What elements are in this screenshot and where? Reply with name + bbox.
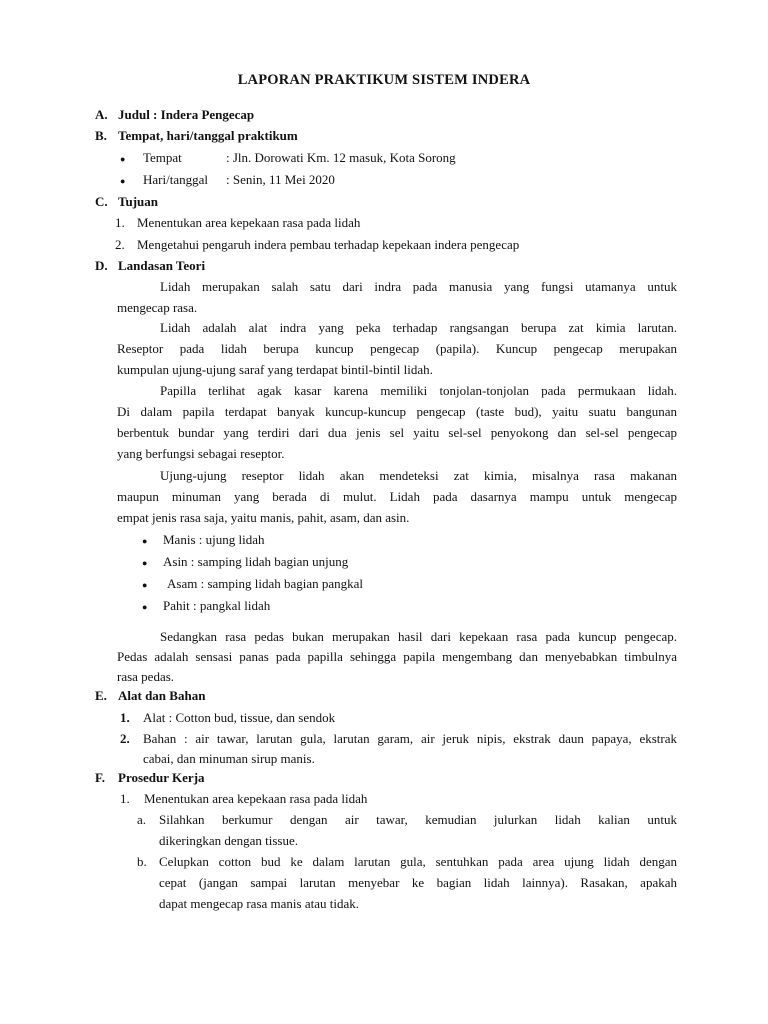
section-d-letter: D. (95, 258, 108, 273)
bullet-icon: ● (120, 176, 126, 186)
section-d-heading: Landasan Teori (118, 258, 206, 273)
goal-item: Mengetahui pengaruh indera pembau terhadap kepekaan indera pengecap (137, 237, 520, 252)
material-item: Alat : Cotton bud, tissue, dan sendok (143, 710, 336, 725)
section-f-letter: F. (95, 770, 105, 785)
theory-paragraph-line: Reseptor pada lidah berupa kuncup pengecap (papila). Kuncup pengecap merupakan (117, 341, 677, 356)
theory-paragraph-line: Ujung-ujung reseptor lidah akan mendeteksi zat kimia, misalnya rasa makanan (160, 468, 677, 483)
bullet-icon: ● (120, 154, 126, 164)
bullet-icon: ● (142, 536, 148, 546)
bullet-icon: ● (142, 580, 148, 590)
procedure-sub-line: Celupkan cotton bud ke dalam larutan gula, sentuhkan pada area ujung lidah dengan (159, 854, 677, 869)
theory-paragraph-line: mengecap rasa. (117, 300, 198, 315)
procedure-sub-letter: b. (137, 854, 147, 869)
bullet-icon: ● (142, 602, 148, 612)
section-a-letter: A. (95, 107, 108, 122)
procedure-sub-line: Silahkan berkumur dengan air tawar, kemudian julurkan lidah kalian untuk (159, 812, 677, 827)
taste-item: Manis : ujung lidah (163, 532, 265, 547)
theory-paragraph-line: Lidah adalah alat indra yang peka terhadap rangsangan berupa zat kimia larutan. (160, 320, 677, 335)
section-c-letter: C. (95, 194, 108, 209)
theory-paragraph-line: Papilla terlihat agak kasar karena memiliki tonjolan-tonjolan pada permukaan lidah. (160, 383, 677, 398)
section-e-letter: E. (95, 688, 107, 703)
theory-paragraph-line: yang berfungsi sebagai reseptor. (117, 446, 285, 461)
date-value: : Senin, 11 Mei 2020 (226, 172, 335, 187)
procedure-number: 1. (120, 791, 130, 806)
goal-number: 1. (115, 215, 125, 230)
theory-paragraph-line: maupun minuman yang berada di mulut. Lidah pada dasarnya mampu untuk mengecap (117, 489, 677, 504)
section-b-heading: Tempat, hari/tanggal praktikum (118, 128, 298, 143)
theory-paragraph-line: Pedas adalah sensasi panas pada papilla sehingga papila mengembang dan menyebabkan timbulnya (117, 649, 677, 664)
section-a-heading: Judul : Indera Pengecap (118, 107, 255, 122)
goal-number: 2. (115, 237, 125, 252)
procedure-sub-line: dapat mengecap rasa manis atau tidak. (159, 896, 359, 911)
theory-paragraph-line: Di dalam papila terdapat banyak kuncup-kuncup pengecap (taste bud), yaitu suatu bangunan (117, 404, 677, 419)
procedure-sub-line: dikeringkan dengan tissue. (159, 833, 298, 848)
theory-paragraph-line: rasa pedas. (117, 669, 175, 684)
theory-paragraph-line: kumpulan ujung-ujung saraf yang terdapat bintil-bintil lidah. (117, 362, 433, 377)
goal-item: Menentukan area kepekaan rasa pada lidah (137, 215, 361, 230)
place-value: : Jln. Dorowati Km. 12 masuk, Kota Sorong (226, 150, 456, 165)
material-number: 1. (120, 710, 130, 725)
procedure-sub-line: cepat (jangan sampai larutan menyebar ke bagian lidah lainnya). Rasakan, apakah (159, 875, 677, 890)
place-label: Tempat (143, 150, 182, 165)
section-f-heading: Prosedur Kerja (118, 770, 205, 785)
theory-paragraph-line: empat jenis rasa saja, yaitu manis, pahit, asam, dan asin. (117, 510, 410, 525)
procedure-step: Menentukan area kepekaan rasa pada lidah (144, 791, 368, 806)
taste-item: Asam : samping lidah bagian pangkal (167, 576, 364, 591)
page-title: LAPORAN PRAKTIKUM SISTEM INDERA (237, 72, 531, 88)
material-item: Bahan : air tawar, larutan gula, larutan garam, air jeruk nipis, ekstrak daun papaya, ekstrak (143, 731, 677, 746)
theory-paragraph-line: Sedangkan rasa pedas bukan merupakan hasil dari kepekaan rasa pada kuncup pengecap. (160, 629, 677, 644)
date-label: Hari/tanggal (143, 172, 208, 187)
material-item-cont: cabai, dan minuman sirup manis. (143, 751, 315, 766)
material-number: 2. (120, 731, 130, 746)
theory-paragraph-line: berbentuk bundar yang terdiri dari dua jenis sel yaitu sel-sel penyokong dan sel-sel pengecap (117, 425, 677, 440)
procedure-sub-letter: a. (137, 812, 147, 827)
taste-item: Pahit : pangkal lidah (163, 598, 271, 613)
section-b-letter: B. (95, 128, 107, 143)
section-e-heading: Alat dan Bahan (118, 688, 206, 703)
section-c-heading: Tujuan (118, 194, 158, 209)
bullet-icon: ● (142, 558, 148, 568)
taste-item: Asin : samping lidah bagian unjung (163, 554, 349, 569)
theory-paragraph-line: Lidah merupakan salah satu dari indra pada manusia yang fungsi utamanya untuk (160, 279, 677, 294)
